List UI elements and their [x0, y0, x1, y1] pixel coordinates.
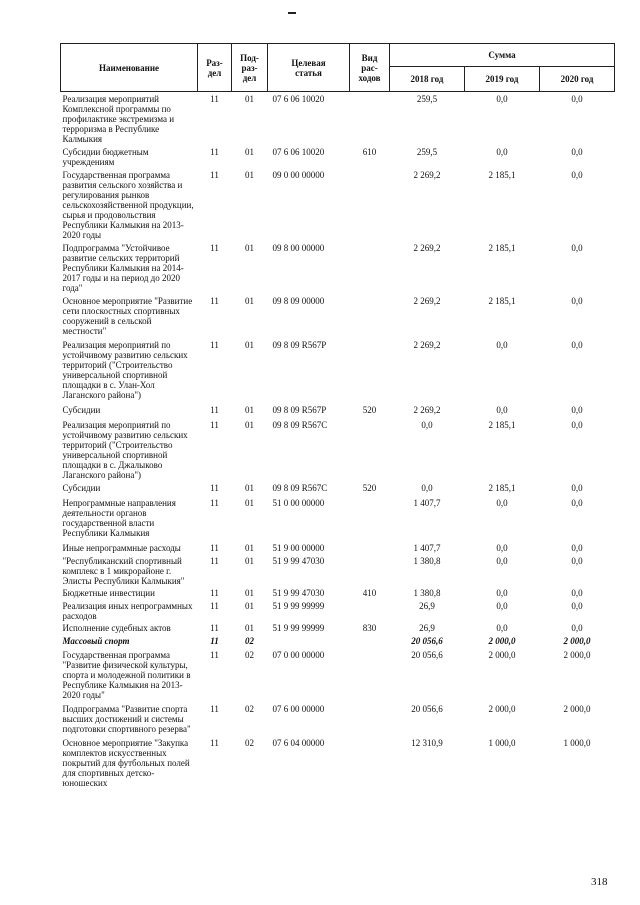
- row-sum-2020: 2 000,0: [563, 636, 591, 646]
- row-razdel: 11: [210, 588, 219, 598]
- row-podrazdel: 01: [245, 623, 254, 633]
- header-vid: Вид рас- ходов: [350, 44, 390, 92]
- table-row: [61, 498, 615, 543]
- table-row: [61, 738, 615, 788]
- row-celevaya: 51 9 99 47030: [272, 588, 325, 598]
- header-year-2018: 2018 год: [390, 67, 465, 92]
- row-podrazdel: 01: [245, 147, 254, 157]
- row-sum-2018: 2 269,2: [413, 243, 441, 253]
- row-celevaya: 09 8 09 R567C: [272, 483, 328, 493]
- row-razdel: 11: [210, 556, 219, 566]
- table-row: [61, 147, 615, 170]
- row-razdel: 11: [210, 340, 219, 350]
- row-sum-2019: 0,0: [496, 340, 508, 350]
- row-sum-2020: 1 000,0: [563, 738, 591, 748]
- row-sum-2020: 0,0: [571, 556, 583, 566]
- row-sum-2018: 26,9: [419, 601, 435, 611]
- row-sum-2018: 1 407,7: [413, 543, 441, 553]
- row-sum-2018: 2 269,2: [413, 340, 441, 350]
- row-sum-2019: 2 000,0: [488, 636, 516, 646]
- row-sum-2019: 0,0: [496, 147, 508, 157]
- row-sum-2018: 0,0: [421, 483, 433, 493]
- table-row: [61, 170, 615, 243]
- row-vid: [350, 556, 390, 588]
- row-sum-2019: 0,0: [496, 601, 508, 611]
- row-sum-2020: 0,0: [571, 170, 583, 180]
- row-sum-2019: 2 185,1: [488, 483, 516, 493]
- row-podrazdel: 01: [245, 94, 254, 104]
- row-sum-2020: 2 000,0: [563, 650, 591, 660]
- row-name: "Республиканский спортивный комплекс в 1 микрорайоне г. Элисты Республики Калмыкия": [62, 556, 185, 586]
- row-sum-2020: 0,0: [571, 243, 583, 253]
- row-razdel: 11: [210, 601, 219, 611]
- row-celevaya: 09 8 09 R567P: [272, 340, 327, 350]
- row-celevaya: 07 0 00 00000: [272, 650, 325, 660]
- row-sum-2019: 0,0: [496, 543, 508, 553]
- row-name: Подпрограмма "Устойчивое развитие сельских территорий Республики Калмыкия на 2014-2017 годы и на период до 2020 года": [62, 243, 184, 293]
- row-name: Субсидии: [62, 405, 101, 415]
- row-podrazdel: 01: [245, 296, 254, 306]
- row-sum-2020: 0,0: [571, 296, 583, 306]
- table-row: [61, 483, 615, 498]
- row-vid: 610: [362, 147, 377, 157]
- row-sum-2019: 0,0: [496, 556, 508, 566]
- row-name: Субсидии: [62, 483, 101, 493]
- row-celevaya: 51 9 99 99999: [272, 601, 325, 611]
- row-podrazdel: 02: [245, 704, 254, 714]
- row-celevaya: 51 9 99 99999: [272, 623, 325, 633]
- table-row: [61, 420, 615, 483]
- row-celevaya: 51 9 99 47030: [272, 556, 325, 566]
- row-razdel: 11: [210, 543, 219, 553]
- row-celevaya: 51 9 00 00000: [272, 543, 325, 553]
- row-sum-2020: 0,0: [571, 405, 583, 415]
- row-sum-2020: 0,0: [571, 543, 583, 553]
- row-sum-2018: 259,5: [416, 147, 438, 157]
- table-row: [61, 601, 615, 623]
- header-year-2019: 2019 год: [465, 67, 540, 92]
- row-celevaya: 51 0 00 00000: [272, 498, 325, 508]
- row-sum-2020: 0,0: [571, 420, 583, 430]
- row-sum-2019: 1 000,0: [488, 738, 516, 748]
- table-row: [61, 405, 615, 420]
- row-sum-2018: 2 269,2: [413, 405, 441, 415]
- row-sum-2020: 0,0: [571, 601, 583, 611]
- row-celevaya: [268, 636, 350, 650]
- table-row: [61, 623, 615, 636]
- header-razdel: Раз- дел: [198, 44, 232, 92]
- row-vid: [350, 498, 390, 543]
- row-celevaya: 09 0 00 00000: [272, 170, 325, 180]
- row-celevaya: 07 6 06 10020: [272, 147, 325, 157]
- row-vid: [350, 340, 390, 405]
- row-sum-2018: 26,9: [419, 623, 435, 633]
- row-podrazdel: 01: [245, 556, 254, 566]
- top-dash-mark: [288, 12, 296, 14]
- row-sum-2019: 2 185,1: [488, 420, 516, 430]
- table-row: [61, 243, 615, 296]
- row-vid: [350, 170, 390, 243]
- row-name: Реализация мероприятий Комплексной программы по профилактике экстремизма и терроризма в Республике Калмыкия: [62, 94, 175, 144]
- row-podrazdel: 01: [245, 588, 254, 598]
- row-vid: [350, 738, 390, 788]
- table-row: [61, 588, 615, 601]
- row-podrazdel: 01: [245, 405, 254, 415]
- row-vid: [350, 601, 390, 623]
- row-sum-2020: 0,0: [571, 94, 583, 104]
- row-podrazdel: 02: [245, 636, 254, 646]
- row-celevaya: 09 8 09 00000: [272, 296, 325, 306]
- row-sum-2019: 2 185,1: [488, 296, 516, 306]
- row-razdel: 11: [210, 296, 219, 306]
- row-celevaya: 09 8 09 R567P: [272, 405, 327, 415]
- row-podrazdel: 01: [245, 170, 254, 180]
- row-sum-2020: 0,0: [571, 623, 583, 633]
- row-celevaya: 07 6 06 10020: [272, 94, 325, 104]
- row-name: Государственная программа развития сельского хозяйства и регулирования рынков сельскохозяйственной продукции, сырья и продовольствия Республики Калмыкия на 2013-2020 годы: [62, 170, 194, 240]
- table-body: [61, 92, 615, 789]
- row-vid: 520: [362, 483, 377, 493]
- row-sum-2018: 2 269,2: [413, 170, 441, 180]
- row-vid: [350, 636, 390, 650]
- row-name: Иные непрограммные расходы: [62, 543, 181, 553]
- row-sum-2019: 2 000,0: [488, 650, 516, 660]
- row-vid: 410: [362, 588, 377, 598]
- row-vid: [350, 650, 390, 704]
- row-sum-2019: 0,0: [496, 94, 508, 104]
- row-sum-2018: 1 380,8: [413, 556, 441, 566]
- row-vid: [350, 296, 390, 340]
- row-name: Реализация иных непрограммных расходов: [62, 601, 193, 621]
- row-razdel: 11: [210, 498, 219, 508]
- table-row: [61, 556, 615, 588]
- row-vid: 520: [362, 405, 377, 415]
- row-vid: [350, 420, 390, 483]
- row-podrazdel: 01: [245, 483, 254, 493]
- row-celevaya: 07 6 04 00000: [272, 738, 325, 748]
- row-name: Массовый спорт: [62, 636, 130, 646]
- header-summa: Сумма: [390, 44, 615, 67]
- row-razdel: 11: [210, 420, 219, 430]
- row-sum-2019: 0,0: [496, 498, 508, 508]
- row-name: Бюджетные инвестиции: [62, 588, 155, 598]
- row-name: Основное мероприятие "Закупка комплектов искусственных покрытий для футбольных полей для спортивных детско-юношеских: [62, 738, 190, 788]
- page-number: 318: [591, 876, 608, 888]
- row-name: Субсидии бюджетным учреждениям: [62, 147, 149, 167]
- row-vid: [350, 243, 390, 296]
- row-vid: 830: [362, 623, 377, 633]
- row-podrazdel: 02: [245, 738, 254, 748]
- row-sum-2020: 2 000,0: [563, 704, 591, 714]
- header-name: Наименование: [61, 44, 198, 92]
- row-sum-2019: 0,0: [496, 623, 508, 633]
- header-year-2020: 2020 год: [540, 67, 615, 92]
- row-podrazdel: 01: [245, 601, 254, 611]
- row-razdel: 11: [210, 94, 219, 104]
- row-sum-2018: 20 056,6: [411, 650, 443, 660]
- row-razdel: 11: [210, 738, 219, 748]
- row-razdel: 11: [210, 405, 219, 415]
- row-vid: [350, 92, 390, 148]
- row-name: Основное мероприятие "Развитие сети плоскостных спортивных сооружений в сельской местности": [62, 296, 193, 336]
- row-name: Подпрограмма "Развитие спорта высших достижений и системы подготовки спортивного резерва": [62, 704, 191, 734]
- row-celevaya: 07 6 00 00000: [272, 704, 325, 714]
- row-podrazdel: 02: [245, 650, 254, 660]
- row-sum-2018: 20 056,6: [411, 636, 443, 646]
- row-celevaya: 09 8 09 R567C: [272, 420, 328, 430]
- row-sum-2019: 2 185,1: [488, 170, 516, 180]
- row-name: Исполнение судебных актов: [62, 623, 171, 633]
- table-row: [61, 296, 615, 340]
- row-razdel: 11: [210, 636, 219, 646]
- row-razdel: 11: [210, 623, 219, 633]
- row-razdel: 11: [210, 147, 219, 157]
- table-row: [61, 704, 615, 738]
- header-podrazdel: Под- раз- дел: [232, 44, 268, 92]
- row-sum-2018: 0,0: [421, 420, 433, 430]
- row-sum-2019: 0,0: [496, 405, 508, 415]
- row-sum-2020: 0,0: [571, 588, 583, 598]
- row-razdel: 11: [210, 170, 219, 180]
- row-name: Реализация мероприятий по устойчивому развитию сельских территорий ("Строительство универсальной спортивной площадки в с. Джалыково Лаганского района"): [62, 420, 188, 480]
- row-podrazdel: 01: [245, 243, 254, 253]
- row-sum-2018: 2 269,2: [413, 296, 441, 306]
- header-celevaya: Целевая статья: [268, 44, 350, 92]
- row-sum-2019: 2 000,0: [488, 704, 516, 714]
- row-podrazdel: 01: [245, 498, 254, 508]
- table-row: [61, 92, 615, 148]
- table-row: [61, 543, 615, 556]
- table-row: [61, 340, 615, 405]
- row-sum-2018: 1 407,7: [413, 498, 441, 508]
- row-sum-2018: 20 056,6: [411, 704, 443, 714]
- row-sum-2019: 0,0: [496, 588, 508, 598]
- table-row: [61, 636, 615, 650]
- row-vid: [350, 704, 390, 738]
- row-podrazdel: 01: [245, 420, 254, 430]
- row-razdel: 11: [210, 243, 219, 253]
- row-sum-2018: 1 380,8: [413, 588, 441, 598]
- row-podrazdel: 01: [245, 340, 254, 350]
- table-header: [61, 44, 615, 92]
- row-celevaya: 09 8 00 00000: [272, 243, 325, 253]
- table-row: [61, 650, 615, 704]
- row-sum-2020: 0,0: [571, 483, 583, 493]
- row-razdel: 11: [210, 650, 219, 660]
- row-name: Реализация мероприятий по устойчивому развитию сельских территорий ("Строительство универсальной спортивной площадки в с. Улан-Хол Лаганского района"): [62, 340, 188, 400]
- row-sum-2018: 12 310,9: [411, 738, 443, 748]
- row-sum-2020: 0,0: [571, 340, 583, 350]
- row-sum-2018: 259,5: [416, 94, 438, 104]
- row-podrazdel: 01: [245, 543, 254, 553]
- row-name: Государственная программа "Развитие физической культуры, спорта и молодежной политики в Республике Калмыкия на 2013-2020 годы": [62, 650, 191, 700]
- row-razdel: 11: [210, 704, 219, 714]
- row-razdel: 11: [210, 483, 219, 493]
- row-sum-2020: 0,0: [571, 498, 583, 508]
- row-sum-2019: 2 185,1: [488, 243, 516, 253]
- row-name: Непрограммные направления деятельности органов государственной власти Республики Калмыкия: [62, 498, 176, 538]
- row-vid: [350, 543, 390, 556]
- budget-table: [60, 43, 615, 788]
- row-sum-2020: 0,0: [571, 147, 583, 157]
